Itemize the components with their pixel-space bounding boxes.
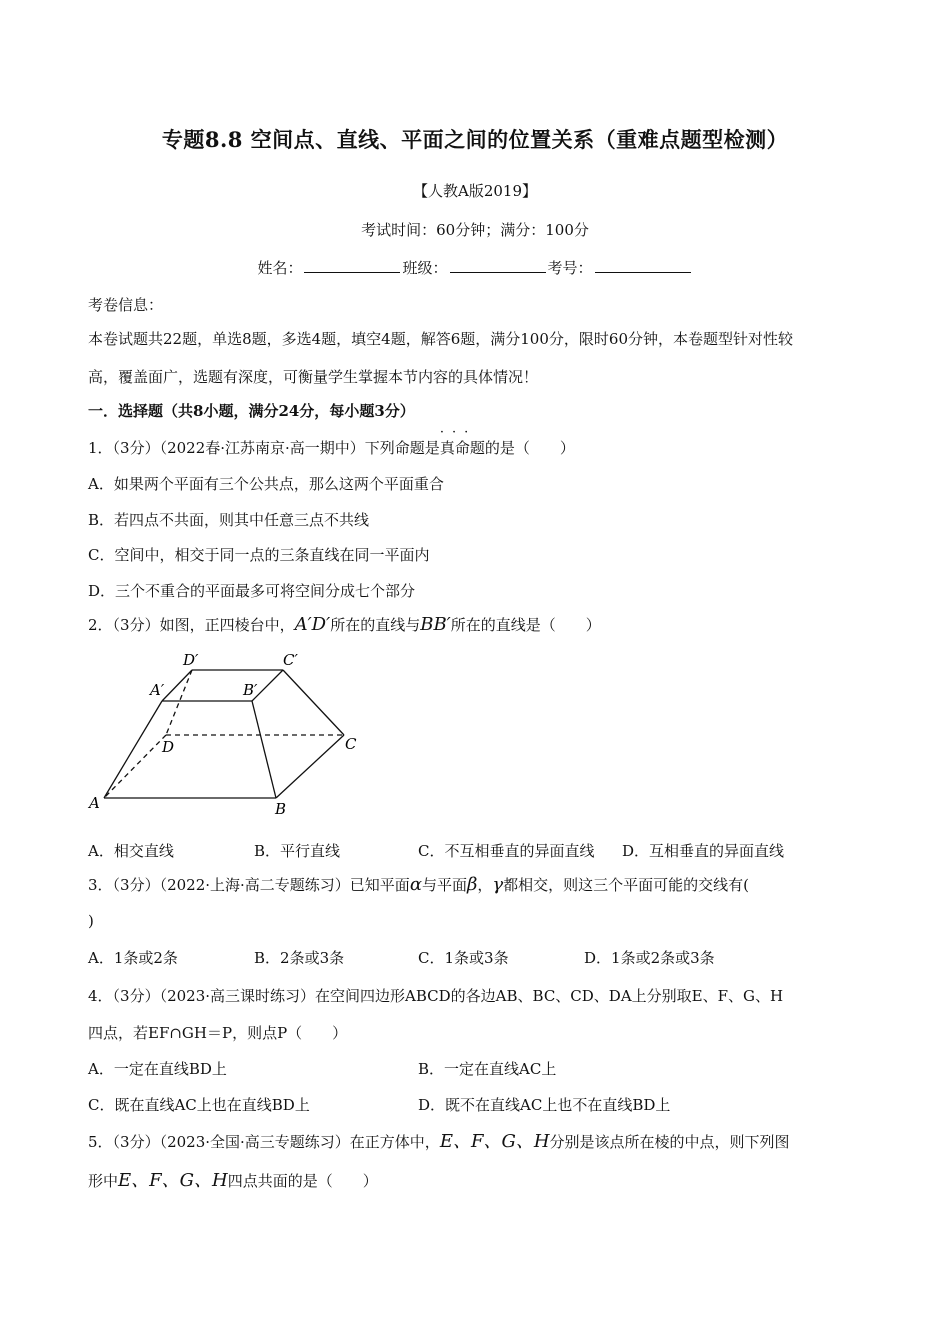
edition-label: 【人教A版2019】	[412, 182, 537, 200]
question-1-option-c[interactable]: C．空间中，相交于同一点的三条直线在同一平面内	[88, 546, 430, 564]
label-ap: A′	[150, 681, 165, 699]
question-2-stem: 2．（3分）如图，正四棱台中，A′D′所在的直线与BB′所在的直线是（ ）	[88, 614, 601, 635]
label-d: D	[162, 738, 175, 756]
question-2-option-a[interactable]: A．相交直线	[88, 842, 174, 860]
question-4-stem-1: 4．（3分）（2023·高三课时练习）在空间四边形ABCD的各边AB、BC、CD、DA上分别取E、F、G、H	[88, 987, 784, 1005]
math-beta: β	[466, 874, 478, 895]
question-4-option-d[interactable]: D．既不在直线AC上也不在直线BD上	[418, 1096, 671, 1114]
label-a: A	[89, 794, 100, 812]
exam-info-line-1: 本卷试题共22题，单选8题，多选4题，填空4题，解答6题，满分100分，限时60分钟，本卷题型针对性较	[88, 330, 793, 348]
question-4-stem-2: 四点，若EF∩GH＝P，则点P（ ）	[88, 1024, 348, 1042]
question-1-stem: 1．（3分）（2022春·江苏南京·高一期中）下列命题是 ··· 真命题的是（ ）	[88, 425, 575, 457]
class-blank[interactable]	[450, 258, 546, 273]
question-3-option-d[interactable]: D．1条或2条或3条	[584, 949, 715, 967]
math-gamma: γ	[492, 874, 504, 895]
question-3-stem-close: )	[88, 912, 94, 930]
section-heading: 一．选择题（共8小题，满分24分，每小题3分）	[88, 402, 415, 420]
name-label: 姓名：	[257, 259, 303, 277]
exam-info-label: 考卷信息：	[88, 296, 164, 314]
question-4-option-c[interactable]: C．既在直线AC上也在直线BD上	[88, 1096, 310, 1114]
math-segment-bb: BB′	[420, 614, 451, 635]
question-2-option-b[interactable]: B．平行直线	[254, 842, 341, 860]
question-4-option-a[interactable]: A．一定在直线BD上	[88, 1060, 227, 1078]
page-title: 专题8.8 空间点、直线、平面之间的位置关系（重难点题型检测）	[161, 127, 789, 152]
label-dp: D′	[183, 651, 199, 669]
edge-cp-c	[283, 670, 344, 735]
question-1-option-d[interactable]: D．三个不重合的平面最多可将空间分成七个部分	[88, 582, 416, 600]
question-3-stem: 3．（3分）（2022·上海·高二专题练习）已知平面α与平面β，γ都相交，则这三个平面可能的交线有(	[88, 874, 750, 895]
class-label: 班级：	[402, 259, 448, 277]
question-2-option-d[interactable]: D．互相垂直的异面直线	[622, 842, 785, 860]
question-4-option-b[interactable]: B．一定在直线AC上	[418, 1060, 557, 1078]
math-efgh-2: E、F、G、H	[118, 1170, 228, 1191]
math-alpha: α	[409, 874, 422, 895]
question-5-stem-2: 形中E、F、G、H四点共面的是（ ）	[88, 1170, 378, 1191]
number-label: 考号：	[547, 259, 593, 277]
question-3-option-a[interactable]: A．1条或2条	[88, 949, 178, 967]
name-blank[interactable]	[304, 258, 400, 273]
question-1-option-b[interactable]: B．若四点不共面，则其中任意三点不共线	[88, 511, 370, 529]
label-cp: C′	[283, 651, 298, 669]
exam-time: 考试时间：60分钟；满分：100分	[361, 221, 589, 239]
edge-bp-b	[252, 701, 276, 798]
question-3-option-b[interactable]: B．2条或3条	[254, 949, 345, 967]
edge-b-c	[276, 735, 344, 798]
info-fields-row	[0, 257, 950, 278]
emphasis-dots: ···	[439, 425, 477, 440]
label-c: C	[345, 735, 357, 753]
edge-dp-d-hidden	[166, 670, 192, 735]
number-blank[interactable]	[595, 258, 691, 273]
question-1-option-a[interactable]: A．如果两个平面有三个公共点，那么这两个平面重合	[88, 475, 444, 493]
edge-dp-ap	[162, 670, 192, 701]
question-3-option-c[interactable]: C．1条或3条	[418, 949, 509, 967]
exam-info-line-2: 高，覆盖面广，选题有深度，可衡量学生掌握本节内容的具体情况！	[88, 368, 539, 386]
edge-ap-a	[104, 701, 162, 798]
edge-d-a-hidden	[104, 735, 166, 798]
label-b: B	[275, 800, 287, 818]
emphasis-text: ··· 真命题	[439, 425, 485, 457]
frustum-figure	[80, 648, 380, 823]
label-bp: B′	[243, 681, 258, 699]
math-segment-ad: A′D′	[294, 614, 331, 635]
question-2-option-c[interactable]: C．不互相垂直的异面直线	[418, 842, 595, 860]
math-efgh-1: E、F、G、H	[439, 1131, 550, 1152]
question-5-stem-1: 5．（3分）（2023·全国·高三专题练习）在正方体中，E、F、G、H分别是该点所在棱的中点，则下列图	[88, 1131, 790, 1152]
